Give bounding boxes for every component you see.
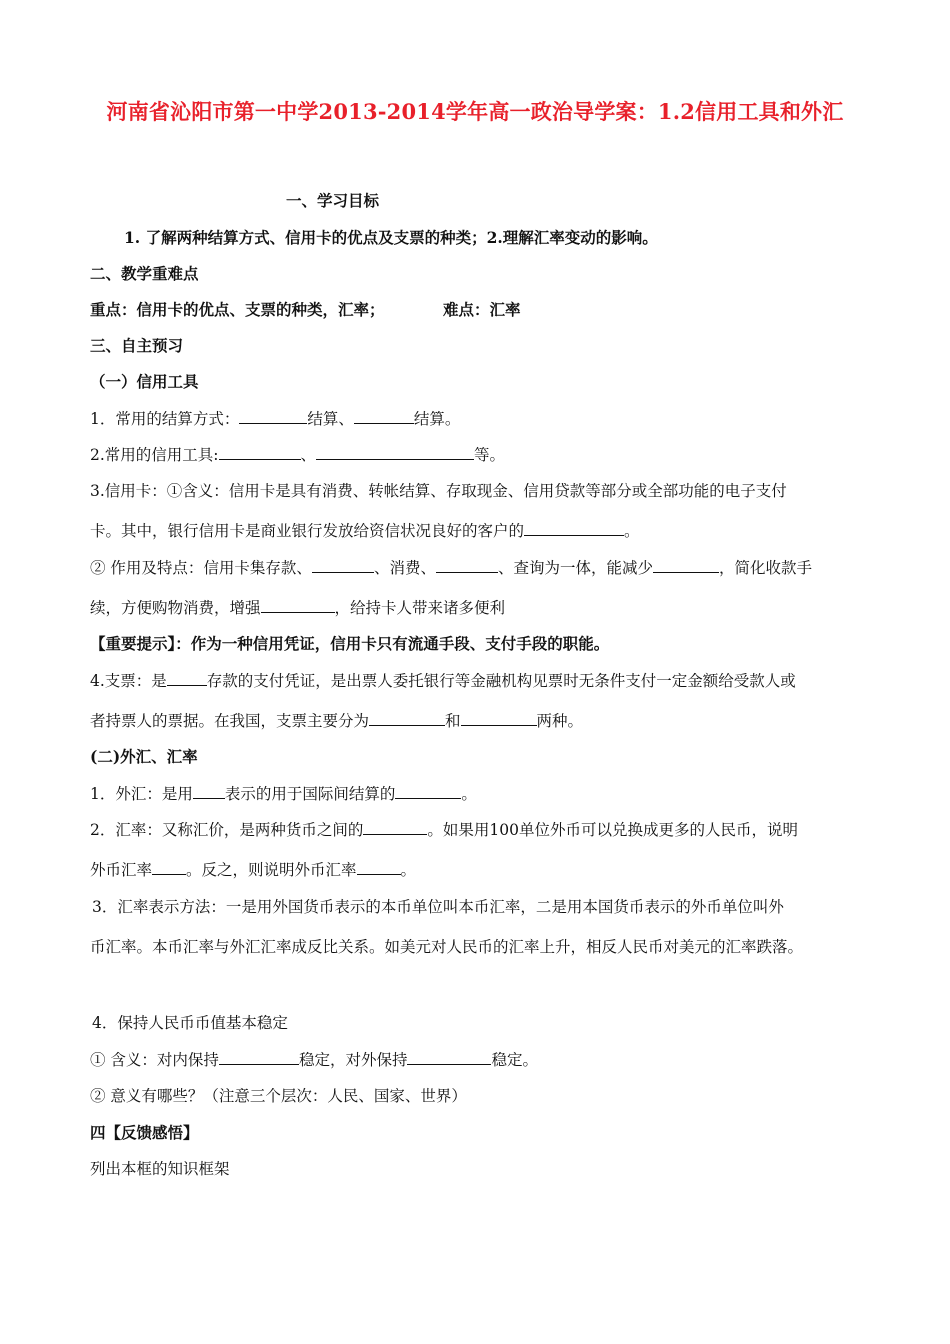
section-heading-key-points: 二、教学重难点 — [90, 264, 199, 283]
exchange-rate-line2: 外币汇率 。反之，则说明外币汇率 。 — [90, 861, 417, 879]
answer-blank[interactable] — [312, 558, 374, 573]
answer-blank[interactable] — [357, 860, 401, 875]
answer-blank[interactable] — [193, 784, 225, 799]
answer-blank[interactable] — [524, 521, 624, 536]
rmb-stability-heading: 4．保持人民币币值基本稳定 — [92, 1014, 288, 1032]
difficult-point-text: 难点：汇率 — [443, 300, 521, 319]
key-point-text: 重点：信用卡的优点、支票的种类，汇率； — [90, 300, 385, 319]
forex-definition: 1．外汇：是用 表示的用于国际间结算的 。 — [90, 785, 477, 803]
section-heading-feedback: 四【反馈感悟】 — [90, 1123, 199, 1142]
section-heading-goals: 一、学习目标 — [286, 191, 380, 210]
credit-card-features-line2: 续，方便购物消费，增强 ，给持卡人带来诸多便利 — [90, 599, 506, 617]
answer-blank[interactable] — [653, 558, 719, 573]
feedback-task: 列出本框的知识框架 — [90, 1160, 230, 1178]
subsection-forex: (二)外汇、汇率 — [90, 747, 198, 766]
credit-card-features-line1: ② 作用及特点：信用卡集存款、 、消费、 、查询为一体，能减少 ，简化收款手 — [90, 559, 812, 577]
answer-blank[interactable] — [261, 598, 335, 613]
document-title: 河南省沁阳市第一中学2013-2014学年高一政治导学案：1.2信用工具和外汇 — [106, 99, 844, 124]
answer-blank[interactable] — [239, 409, 307, 424]
answer-blank[interactable] — [395, 784, 461, 799]
exchange-rate-methods-line1: 3．汇率表示方法：一是用外国货币表示的本币单位叫本币汇率，二是用本国货币表示的外币单位叫外 — [92, 898, 784, 916]
answer-blank[interactable] — [363, 820, 427, 835]
question-settlement: 1．常用的结算方式： 结算、 结算。 — [90, 410, 461, 428]
answer-blank[interactable] — [167, 671, 207, 686]
answer-blank[interactable] — [316, 445, 474, 460]
credit-card-definition-line2: 卡。其中，银行信用卡是商业银行发放给资信状况良好的客户的 。 — [90, 522, 640, 540]
answer-blank[interactable] — [219, 1050, 299, 1065]
answer-blank[interactable] — [354, 409, 414, 424]
cheque-definition-line1: 4.支票：是 存款的支付凭证，是出票人委托银行等金融机构见票时无条件支付一定金额给受款人或 — [90, 672, 796, 690]
subsection-credit-tools: （一）信用工具 — [90, 372, 199, 391]
section-heading-preview: 三、自主预习 — [90, 336, 184, 355]
rmb-stability-meaning: ① 含义：对内保持 稳定，对外保持 稳定。 — [90, 1051, 538, 1069]
exchange-rate-methods-line2: 币汇率。本币汇率与外汇汇率成反比关系。如美元对人民币的汇率上升，相反人民币对美元的汇率跌落。 — [90, 938, 804, 956]
credit-card-definition-line1: 3.信用卡：①含义：信用卡是具有消费、转帐结算、存取现金、信用贷款等部分或全部功能的电子支付 — [90, 482, 787, 500]
question-credit-tools: 2.常用的信用工具: 、 等。 — [90, 446, 506, 464]
answer-blank[interactable] — [436, 558, 498, 573]
learning-goal: 1. 了解两种结算方式、信用卡的优点及支票的种类；2.理解汇率变动的影响。 — [124, 228, 658, 247]
answer-blank[interactable] — [461, 711, 537, 726]
answer-blank[interactable] — [219, 445, 301, 460]
answer-blank[interactable] — [369, 711, 445, 726]
answer-blank[interactable] — [152, 860, 186, 875]
rmb-stability-significance: ② 意义有哪些？（注意三个层次：人民、国家、世界） — [90, 1087, 467, 1105]
important-tip: 【重要提示】：作为一种信用凭证，信用卡只有流通手段、支付手段的职能。 — [90, 634, 610, 653]
answer-blank[interactable] — [407, 1050, 491, 1065]
cheque-definition-line2: 者持票人的票据。在我国，支票主要分为 和 两种。 — [90, 712, 584, 730]
exchange-rate-line1: 2．汇率：又称汇价，是两种货币之间的 。如果用100单位外币可以兑换成更多的人民币，说明 — [90, 821, 798, 839]
